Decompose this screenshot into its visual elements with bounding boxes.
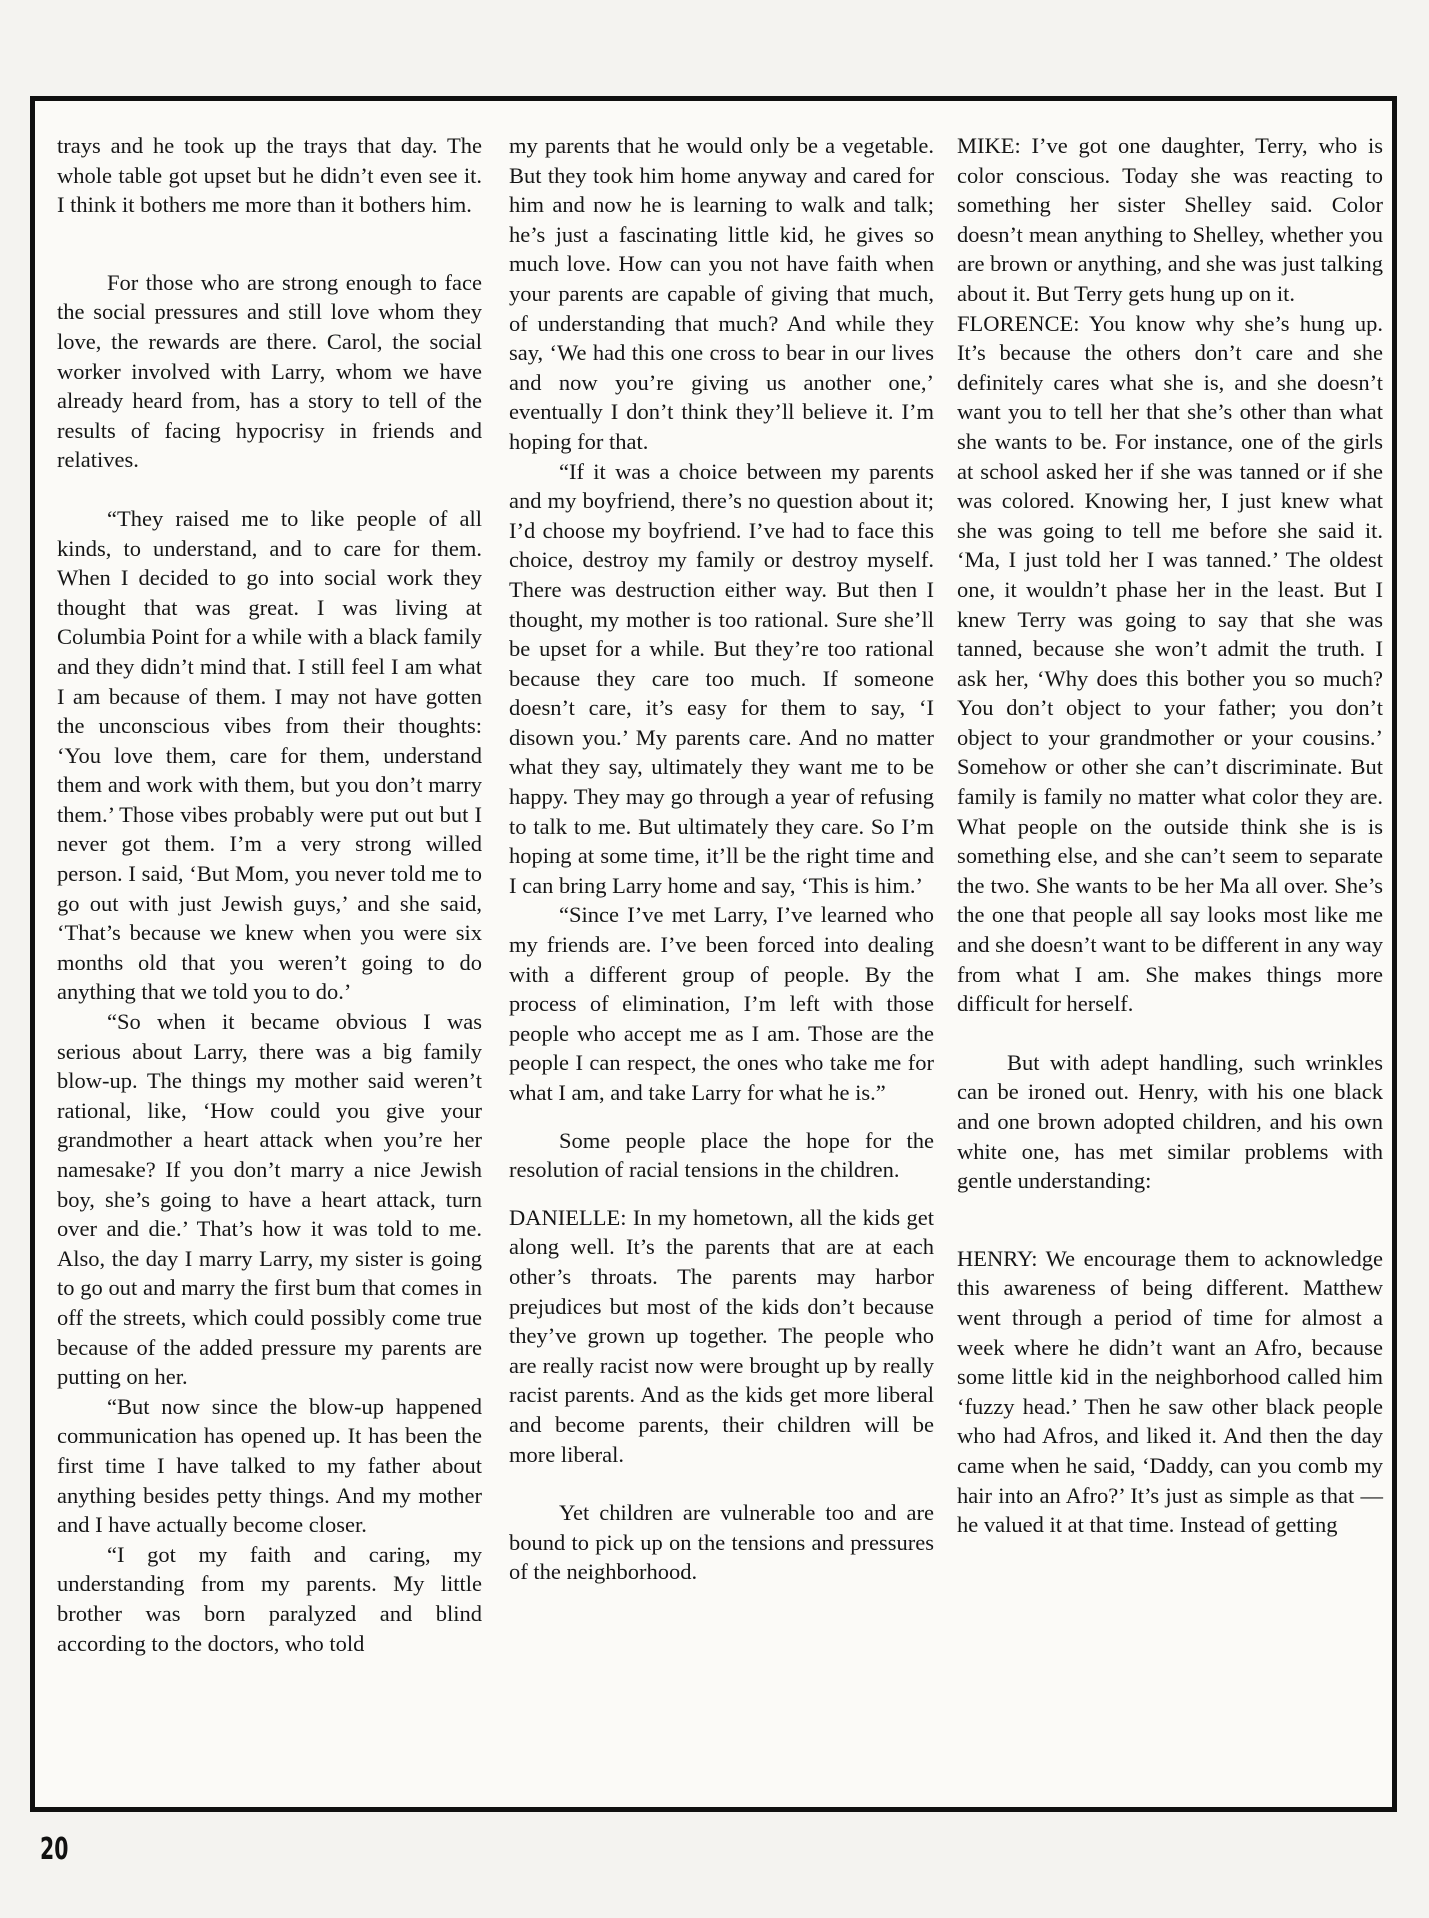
paragraph: HENRY: We encourage them to acknowledge this awareness of being different. Matthew went through a period of time for almost a week where he didn’t want an Afro, because some little kid in the neighborhood called him ‘fuzzy head.’ Then he saw other black people who had Afros, and liked it. And then the day came when he said, ‘Daddy, can you comb my hair into an Afro?’ It’s just as simple as that — he valued it at that time. Instead of getting bbox=[957, 1245, 1383, 1538]
paragraph: trays and he took up the trays that day. The whole table got upset but he didn’t even see it. I think it bothers me more than it bothers him. bbox=[57, 133, 482, 218]
page-number: 20 bbox=[40, 1832, 69, 1867]
paragraph: “So when it became obvious I was serious about Larry, there was a big family blow-up. The things my mother said weren’t rational, like, ‘How could you give your grandmother a heart attack when you’re her namesake? If you don’t marry a nice Jewish boy, she’s going to have a heart attack, turn over and die.’ That’s how it was told to me. Also, the day I marry Larry, my sister is going to go out and marry the first bum that comes in off the streets, which could possibly come true because of the added pressure my parents are putting on her. bbox=[57, 1009, 482, 1390]
text-column-1 bbox=[57, 131, 482, 1658]
paragraph: Yet children are vulnerable too and are bound to pick up on the tensions and pressures of the neighborhood. bbox=[509, 1500, 934, 1585]
text-column-2 bbox=[509, 131, 934, 1587]
paragraph: “Since I’ve met Larry, I’ve learned who my friends are. I’ve been forced into dealing with a different group of people. By the process of elimination, I’m left with those people who accept me as I am. Those are the people I can respect, the ones who take me for what I am, and take Larry for what he is.” bbox=[509, 902, 934, 1105]
paragraph: “They raised me to like people of all kinds, to understand, and to care for them. When I decided to go into social work they thought that was great. I was living at Columbia Point for a while with a black family and they didn’t mind that. I still feel I am what I am because of them. I may not have gotten the unconscious vibes from their thoughts: ‘You love them, care for them, understand them and work with them, but you don’t marry them.’ Those vibes probably were put out but I never got them. I’m a very strong willed person. I said, ‘But Mom, you never told me to go out with just Jewish guys,’ and she said, ‘That’s because we knew when you were six months old that you weren’t going to do anything that we told you to do.’ bbox=[57, 505, 482, 1005]
text-column-3 bbox=[957, 131, 1383, 1540]
paragraph: “But now since the blow-up happened communication has opened up. It has been the first time I have talked to my father about anything besides petty things. And my mother and I have actually become closer. bbox=[57, 1393, 482, 1538]
paragraph: FLORENCE: You know why she’s hung up. It’s because the others don’t care and she definitely cares what she is, and she doesn’t want you to tell her that she’s other than what she wants to be. For instance, one of the girls at school asked her if she was tanned or if she was colored. Knowing her, I just knew what she was going to tell me before she said it. ‘Ma, I just told her I was tanned.’ The oldest one, it wouldn’t phase her in the least. But I knew Terry was going to say that she was tanned, because she won’t admit the truth. I ask her, ‘Why does this bother you so much? You don’t object to your father; you don’t object to your grandmother or your cousins.’ Somehow or other she can’t discriminate. But family is family no matter what color they are. What people on the outside think she is is something else, and she can’t seem to separate the two. She wants to be her Ma all over. She’s the one that people all say looks most like me and she doesn’t want to be different in any way from what I am. She makes things more difficult for herself. bbox=[957, 310, 1383, 1017]
paragraph: But with adept handling, such wrinkles can be ironed out. Henry, with his one black and one brown adopted children, and his own white one, has met similar problems with gentle understanding: bbox=[957, 1049, 1383, 1194]
paragraph: For those who are strong enough to face the social pressures and still love whom they love, the rewards are there. Carol, the social worker involved with Larry, whom we have already heard from, has a story to tell of the results of facing hypocrisy in friends and relatives. bbox=[57, 269, 482, 473]
paragraph: DANIELLE: In my hometown, all the kids get along well. It’s the parents that are at each other’s throats. The parents may harbor prejudices but most of the kids don’t because they’ve grown up together. The people who are really racist now were brought up by really racist parents. And as the kids get more liberal and become parents, their children will be more liberal. bbox=[509, 1204, 934, 1467]
paragraph: MIKE: I’ve got one daughter, Terry, who is color conscious. Today she was reacting to something her sister Shelley said. Color doesn’t mean anything to Shelley, whether you are brown or anything, and she was just talking about it. But Terry gets hung up on it. bbox=[957, 133, 1383, 306]
paragraph: Some people place the hope for the resolution of racial tensions in the children. bbox=[509, 1127, 934, 1183]
article-frame bbox=[30, 96, 1397, 1812]
paragraph: my parents that he would only be a vegetable. But they took him home anyway and cared for him and now he is learning to walk and talk; he’s just a fascinating little kid, he gives so much love. How can you not have faith when your parents are capable of giving that much, of understanding that much? And while they say, ‘We had this one cross to bear in our lives and now you’re giving us another one,’ eventually I don’t think they’ll believe it. I’m hoping for that. bbox=[509, 133, 934, 454]
paragraph: “I got my faith and caring, my understanding from my parents. My little brother was born paralyzed and blind according to the doctors, who told bbox=[57, 1541, 482, 1656]
paragraph: “If it was a choice between my parents and my boyfriend, there’s no question about it; I’d choose my boyfriend. I’ve had to face this choice, destroy my family or destroy myself. There was destruction either way. But then I thought, my mother is too rational. Sure she’ll be upset for a while. But they’re too rational because they care too much. If someone doesn’t care, it’s easy for them to say, ‘I disown you.’ My parents care. And no matter what they say, ultimately they want me to be happy. They may go through a year of refusing to talk to me. But ultimately they care. So I’m hoping at some time, it’ll be the right time and I can bring Larry home and say, ‘This is him.’ bbox=[509, 458, 934, 898]
